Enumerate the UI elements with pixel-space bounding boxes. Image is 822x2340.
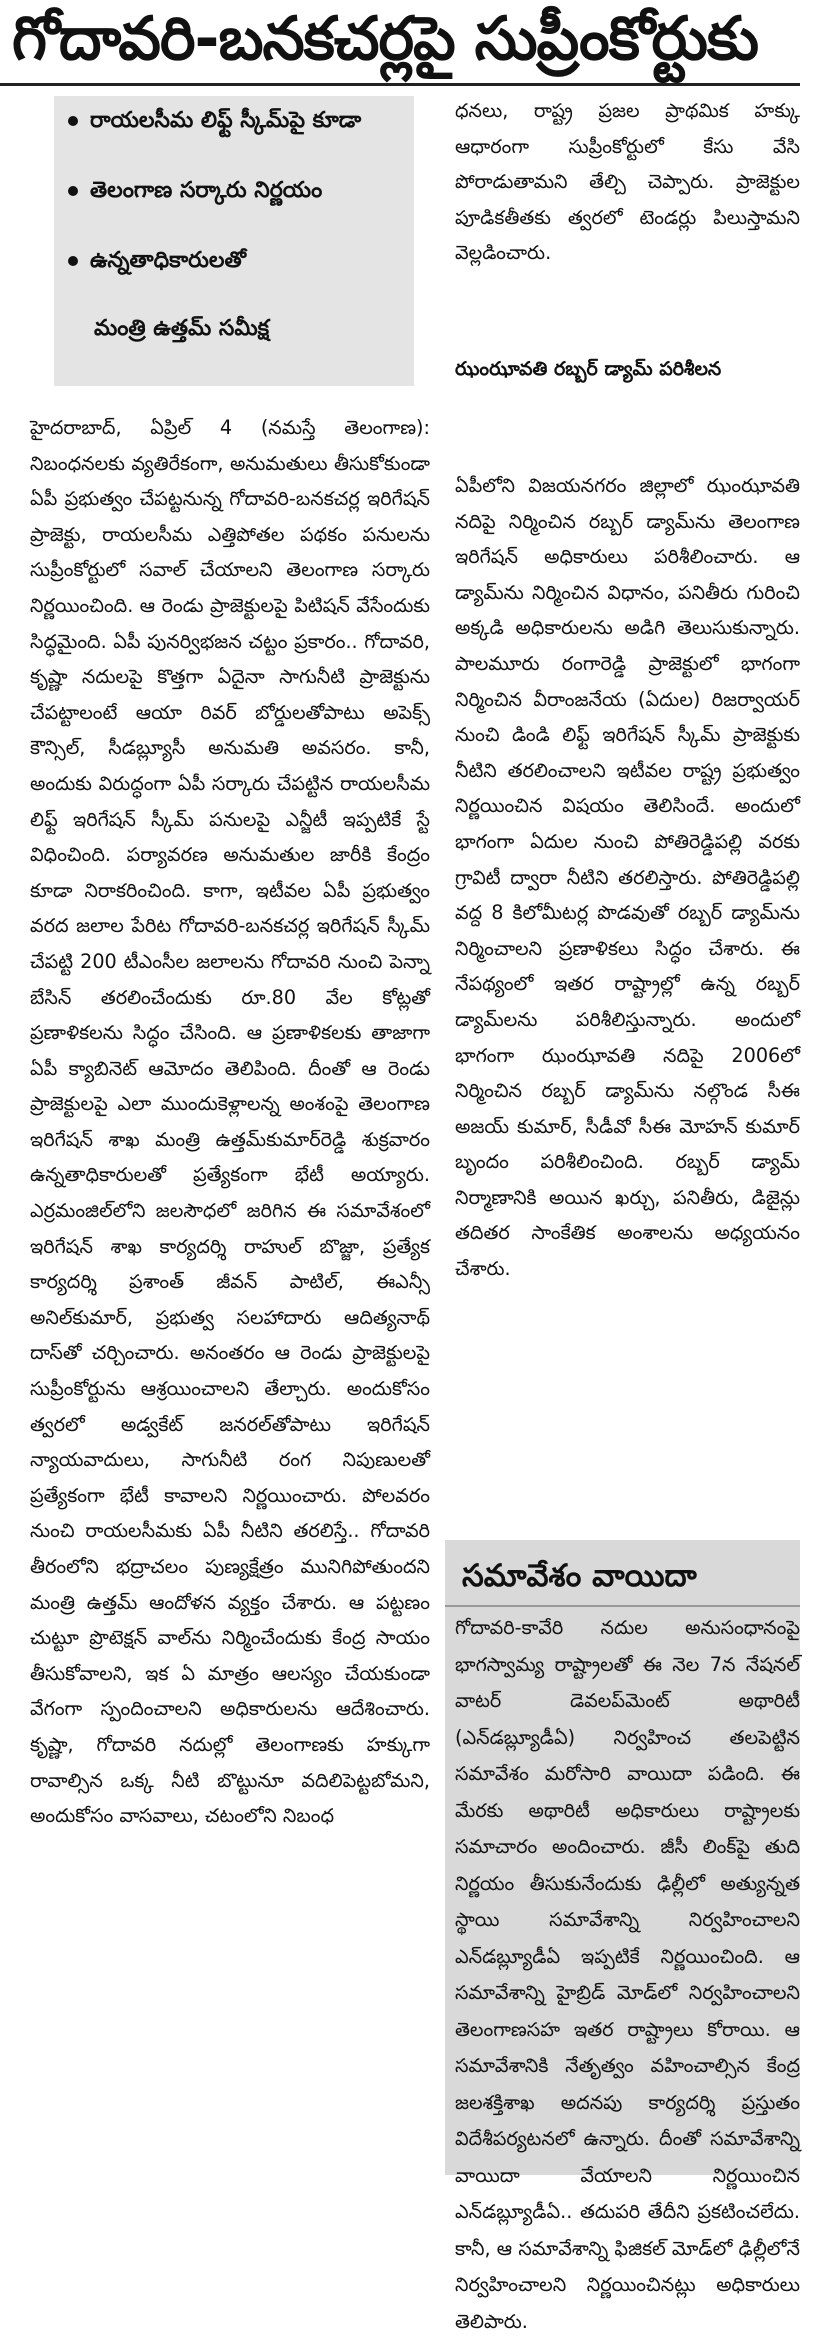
sidebar-title: సమావేశం వాయిదా xyxy=(462,1558,697,1594)
article-continuation-text: ధనలు, రాష్ట్ర ప్రజల ప్రాథమిక హక్కు ఆధారంగా సుప్రీంకోర్టులో కేసు వేసి పోరాడుతామని తేల్చి చెప్పారు. ప్రాజెక్టుల పూడికతీతకు త్వరలో టెండర్లు పిలుస్తామని వెల్లడించారు. xyxy=(455,99,800,265)
highlight-item: ఉన్నతాధికారులతో xyxy=(68,248,246,278)
sidebar-text: గోదావరి-కావేరి నదుల అనుసంధానంపై భాగస్వామ్య రాష్ట్రాలతో ఈ నెల 7న నేషనల్ వాటర్ డెవలప్‌మెంట్ అథారిటీ (ఎన్‌డబ్ల్యూడీఏ) నిర్వహించ తలపెట్టిన సమావేశం మరోసారి వాయిదా పడింది. ఈ మేరకు అథారిటీ అధికారులు రాష్ట్రాలకు సమాచారం అందించారు. జీసీ లింక్‌పై తుది నిర్ణయం తీసుకునేందుకు ఢిల్లీలో అత్యున్నత స్థాయి సమావేశాన్ని నిర్వహించాలని ఎన్‌డబ్ల్యూడీఏ ఇప్పటికే నిర్ణయించింది. ఆ సమావేశాన్ని హైబ్రిడ్ మోడ్‌లో నిర్వహించాలని తెలంగాణసహ ఇతర రాష్ట్రాలు కోరాయి. ఆ సమావేశానికి నేతృత్వం వహించాల్సిన కేంద్ర జలశక్తిశాఖ అదనపు కార్యదర్శి ప్రస్తుతం విదేశీపర్యటనలో ఉన్నారు. దీంతో సమావేశాన్ని వాయిదా వేయాలని నిర్ణయించిన ఎన్‌డబ్ల్యూడీఏ.. తదుపరి తేదీని ప్రకటించలేదు. కానీ, ఆ సమావేశాన్ని ఫిజికల్ మోడ్‌లో ఢిల్లీలోనే నిర్వహించాలని నిర్ణయించినట్లు అధికారులు తెలిపారు. xyxy=(455,1616,800,2333)
bullet-icon xyxy=(68,116,78,126)
article-right-column xyxy=(455,93,800,1533)
bullet-icon xyxy=(68,186,78,196)
article-left-column xyxy=(30,410,430,2175)
headline-rule xyxy=(0,83,800,86)
bullet-icon xyxy=(68,256,78,266)
subsection-text: ఏపీలోని విజయనగరం జిల్లాలో ఝంఝావతి నదిపై నిర్మించిన రబ్బర్ డ్యామ్‌ను తెలంగాణ ఇరిగేషన్ అధికారులు పరిశీలించారు. ఆ డ్యామ్‌ను నిర్మించిన విధానం, పనితీరు గురించి అక్కడి అధికారులను అడిగి తెలుసుకున్నారు. పాలమూరు రంగారెడ్డి ప్రాజెక్టులో భాగంగా నిర్మించిన వీరాంజనేయ (ఏదుల) రిజర్వాయర్ నుంచి డిండి లిఫ్ట్ ఇరిగేషన్ స్కీమ్ ప్రాజెక్టుకు నీటిని తరలించాలని ఇటీవల రాష్ట్ర ప్రభుత్వం నిర్ణయించిన విషయం తెలిసిందే. అందులో భాగంగా ఏదుల నుంచి పోతిరెడ్డిపల్లి వరకు గ్రావిటీ ద్వారా నీటిని తరలిస్తారు. పోతిరెడ్డిపల్లి వద్ద 8 కిలోమీటర్ల పొడవుతో రబ్బర్ డ్యామ్‌ను నిర్మించాలని ప్రణాళికలు సిద్ధం చేశారు. ఈ నేపథ్యంలో ఇతర రాష్ట్రాల్లో ఉన్న రబ్బర్ డ్యామ్‌లను పరిశీలిస్తున్నారు. అందులో భాగంగా ఝంఝావతి నదిపై 2006లో నిర్మించిన రబ్బర్ డ్యామ్‌ను నల్గొండ సీఈ అజయ్ కుమార్, సీడీవో సీఈ మోహన్ కుమార్ బృందం పరిశీలించింది. రబ్బర్ డ్యామ్ నిర్మాణానికి అయిన ఖర్చు, పనితీరు, డిజైన్లు తదితర సాంకేతిక అంశాలను అధ్యయనం చేశారు. xyxy=(455,474,800,1281)
sidebar-divider xyxy=(445,1605,800,1607)
highlight-item: మంత్రి ఉత్తమ్ సమీక్ష xyxy=(94,316,270,341)
subsection-heading: ఝంఝావతి రబ్బర్ డ్యామ్ పరిశీలన xyxy=(455,358,722,380)
highlight-item: తెలంగాణ సర్కారు నిర్ణయం xyxy=(68,178,322,208)
article-body-text: హైదరాబాద్, ఏప్రిల్ 4 (నమస్తే తెలంగాణ): నిబంధనలకు వ్యతిరేకంగా, అనుమతులు తీసుకోకుండా ఏపీ ప్రభుత్వం చేపట్టనున్న గోదావరి-బనకచర్ల ఇరిగేషన్ ప్రాజెక్టు, రాయలసీమ ఎత్తిపోతల పథకం పనులను సుప్రీంకోర్టులో సవాల్ చేయాలని తెలంగాణ సర్కారు నిర్ణయించింది. ఆ రెండు ప్రాజెక్టులపై పిటిషన్ వేసేందుకు సిద్ధమైంది. ఏపీ పునర్విభజన చట్టం ప్రకారం.. గోదావరి, కృష్ణా నదులపై కొత్తగా ఏదైనా సాగునీటి ప్రాజెక్టును చేపట్టాలంటే ఆయా రివర్ బోర్డులతోపాటు అపెక్స్ కౌన్సిల్, సీడబ్ల్యూసీ అనుమతి అవసరం. కానీ, అందుకు విరుద్ధంగా ఏపీ సర్కారు చేపట్టిన రాయలసీమ లిఫ్ట్ ఇరిగేషన్ స్కీమ్ పనులపై ఎన్జీటీ ఇప్పటికే స్టే విధించింది. పర్యావరణ అనుమతుల జారీకి కేంద్రం కూడా నిరాకరించింది. కాగా, ఇటీవల ఏపీ ప్రభుత్వం వరద జలాల పేరిట గోదావరి-బనకచర్ల ఇరిగేషన్ స్కీమ్ చేపట్టి 200 టీఎంసీల జలాలను గోదావరి నుంచి పెన్నా బేసిన్ తరలించేందుకు రూ.80 వేల కోట్లతో ప్రణాళికలను సిద్ధం చేసింది. ఆ ప్రణాళికలకు తాజాగా ఏపీ క్యాబినెట్ ఆమోదం తెలిపింది. దీంతో ఆ రెండు ప్రాజెక్టులపై ఎలా ముందుకెళ్లాలన్న అంశంపై తెలంగాణ ఇరిగేషన్ శాఖ మంత్రి ఉత్తమ్‌కుమార్‌రెడ్డి శుక్రవారం ఉన్నతాధికారులతో ప్రత్యేకంగా భేటీ అయ్యారు. ఎర్రమంజిల్‌లోని జలసౌధలో జరిగిన ఈ సమావేశంలో ఇరిగేషన్ శాఖ కార్యదర్శి రాహుల్ బొజ్జా, ప్రత్యేక కార్యదర్శి ప్రశాంత్ జీవన్ పాటిల్, ఈఎన్సీ అనిల్‌కుమార్, ప్రభుత్వ సలహాదారు ఆదిత్యనాథ్ దాస్‌తో చర్చించారు. అనంతరం ఆ రెండు ప్రాజెక్టులపై సుప్రీంకోర్టును ఆశ్రయించాలని తేల్చారు. అందుకోసం త్వరలో అడ్వకేట్ జనరల్‌తోపాటు ఇరిగేషన్ న్యాయవాదులు, సాగునీటి రంగ నిపుణులతో ప్రత్యేకంగా భేటీ కావాలని నిర్ణయించారు. పోలవరం నుంచి రాయలసీమకు ఏపీ నీటిని తరలిస్తే.. గోదావరి తీరంలోని భద్రాచలం పుణ్యక్షేత్రం మునిగిపోతుందని మంత్రి ఉత్తమ్ ఆందోళన వ్యక్తం చేశారు. ఆ పట్టణం చుట్టూ ప్రొటెక్షన్ వాల్‌ను నిర్మించేందుకు కేంద్ర సాయం తీసుకోవాలని, ఇక ఏ మాత్రం ఆలస్యం చేయకుండా వేగంగా స్పందించాలని అధికారులను ఆదేశించారు. కృష్ణా, గోదావరి నదుల్లో తెలంగాణకు హక్కుగా రావాల్సిన ఒక్క నీటి బొట్టునూ వదిలిపెట్టబోమని, అందుకోసం వాసవాలు, చటంలోని నిబంధ xyxy=(30,416,430,1828)
highlight-item: రాయలసీమ లిఫ్ట్ స్కీమ్‌పై కూడా xyxy=(68,108,361,138)
highlights-box xyxy=(54,96,414,386)
headline: గోదావరి-బనకచర్లపై సుప్రీంకోర్టుకు xyxy=(12,4,758,74)
